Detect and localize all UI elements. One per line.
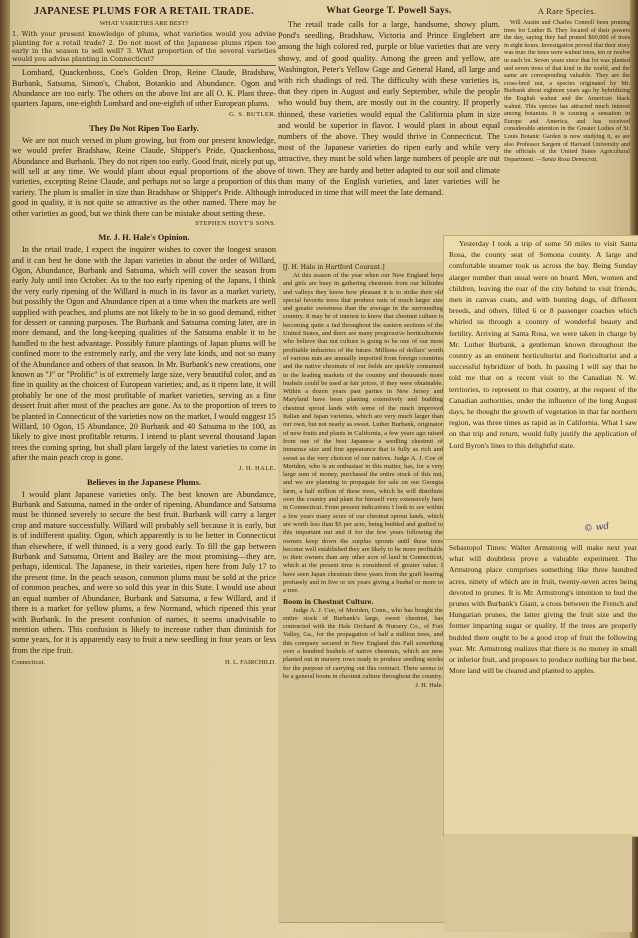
- article-title: What George T. Powell Says.: [326, 6, 452, 16]
- article-japanese-plums: [12, 4, 276, 932]
- clipping-body: At this season of the year when our New England boys and girls are busy in gathering chestnuts from our hillsides and valleys they know how pleasant it is to strike their old special favorite trees that produce nuts of much larger size and greater sweetness than the average in the surrounding country. It may be of interest to know that chestnut culture is becoming quite a fad throughout the eastern sections of the United States, and there are many progressive horticulturists who believe that nut culture is going to be one of our most profitable industries of the future. Millions of dollars' worth of various nuts are annually imported from foreign countries and the native chestnuts of our fields are quickly consumed in the leading markets of the country and thousands more bushels could be used at fair prices, if they were obtainable. Within a dozen years past parties in New Jersey and Maryland have been planting extensively and budding chestnut sprout lands with some of the much improved Italian and Japan varieties, which are very much larger than our own, but not nearly as sweet. Luther Burbank, originator of new fruits and plants in California, a few years ago raised from one of the best Japanese a seedling chestnut of immense size and fine appearance that is fully as rich and sweet as the very choicest of our natives. Judge A. J. Coe of Meriden, who is an enthusiast in this matter, has, for a very large sum of money, purchased the entire stock of this nut, and we are planning to propagate for sale on our Georgia farm, a half million of these trees, which he will distribute over the country and plant for himself very extensively here in Connecticut. From present indications I look to see within a few years many acres of our chestnut sprout lands, which are worth less than $5 per acre, being budded and grafted to this important nut and if for the few years following the owners keep down the surplus sprouts until these trees become well established they are likely to be more profitable to their owners than any other acre of land in Connecticut, which at the present time is considered of greater value. I have seen Japan chestnuts three years from the graft bearing profusely and in five or six years giving a bushel or more to a tree.: [283, 272, 443, 595]
- clipping-subhead: Boom in Chestnut Culture.: [283, 598, 374, 606]
- article-title: A Rare Species.: [537, 6, 597, 16]
- subhead-believes: Believes in the Japanese Plums.: [86, 476, 202, 487]
- article-body: [504, 19, 630, 163]
- divider: [12, 65, 276, 66]
- subhead-hale: Mr. J. H. Hale's Opinion.: [98, 232, 190, 243]
- binding-gutter: [0, 0, 10, 938]
- blank-paper: [444, 834, 632, 932]
- article-rare-species: [504, 4, 630, 240]
- clipping-header: [J. H. Hale in Hartford Courant.]: [283, 264, 385, 271]
- clipping-body: Yesterday I took a trip of some 50 miles to visit Santa Rosa, the county seat of Somona county. A large and comfortable steamer took us across the bay. Being Sunday alarger number than usual were on board. Men, women and children, leaving the roar of the city behind to visit friends, men in canvas coats, and with hunting dogs, of different breeds, and others, filled 6 or 8 passenger coaches which whirled us through a country of wonderful beauty and fertility. Arriving at Santa Rosa, we were taken in charge by Mr. Luther Burbank, a gentleman known throughout the country as an eminent horticulturist and floriculturist and a successful hybridizer of both. In passing I will say that he told me that on a recent visit to the Canadian N. W. territories, to represent to that country, at the request of the Canadian authorities, under the influence of the long August days, he thought the growth of vegetation in that far northern region, was three times as rapid as in California. What I saw on that trip and return, would fully justify the application of Lord Byron's lines to this delightful state.: [449, 239, 637, 450]
- signature-butler: G. S. BUTLER.: [229, 110, 276, 118]
- answer-fairchild: I would plant Japanese varieties only. The best known are Abundance, Burbank and Satsuma, named in the order of ripening. Abundance and Satsuma must be thinned severely to secure the best fruit. Burbank will carry a larger crop and mature successfully. Willard will probably sell because it is early, but is of indifferent quality. Ogon, which apparently is to be better in Connecticut than elsewhere, if well thinned, is a very good early. To fill the gap between Burbank and Satsuma, Orient and Bailey are the most promising—they are, perhaps, identical. The Japanese, in their varieties, ripen here from July 17 to the present time. In the peach season, common plums must be sold at the price of common peaches, and were so sold this year in this State. I would use about an equal number of Abundance, Burbank and Satsuma, a few Willard, and if there is a market for yellow plums, a few Normand, which ripened this year with Burbank. In the present confusion of names, it seems unadvisable to mention others. This confusion is likely to increase rather than diminish for some years, for it is apparently easy to fruit a new seedling in four years or less from the ripe fruit.: [12, 489, 276, 655]
- clipping-body: Sebastopol Times: Walter Armstrong will make next year what will doubtless prove a valuable experiment. The Armstrong place comprises something like three hundred acres, ninety of which are in fruit, twenty-seven acres being devoted to prunes. It is Mr. Armstrong's intention to bud the prunes with Burbank's Giant, a cross between the French and Hungarian prunes, the latter giving the fruit size and the former imparting sugar or quality. If the trees are properly budded there ought to be a good crop of fruit the following year. Mr. Armstrong realizes that there is no money in small or inferior fruit, and proposes to produce nothing but the best. More land will be cleared and planted to apples.: [449, 543, 637, 676]
- question-block: [12, 20, 276, 63]
- subhead-ripen: They Do Not Ripen Too Early.: [89, 122, 199, 133]
- answer-hale: In the retail trade, I expect the inquirer wishes to cover the longest season and it can best be done with the Japan varieties in about the order of Willard, Ogon, Abundance, Burbank and Satsuma, which will cover the season from early July until into October. As to the too early ripening of the Japans, I think the very early ripening of the Willard is much in its favor as a market variety, but possibly the Ogon and Abundance ripen at a time when the markets are well supplied with peaches, and plums are not likely to be in so good demand, either for dessert or canning purposes. The Burbank and Satsuma coming later, are in more demand, and the long-keeping qualities of the Satsuma enable it to be handled to the best advantage. Possibly future plantings of Japan plums will be confined more to the extremely early, and the very late kinds, and not so many of the Abundance and others of that season. In Mr. Burbank's new creations, one known as "J" or "Prolific" is of extremely large size, very beautiful color, and as fine in quality as the choicest of European varieties; and, as it ripens late, it will probably be one of the most profitable of market varieties, serving as a fine dessert fruit after most of the peaches are gone. As to the proportion of trees to be planted in Connecticut of the varieties now on the market, I would suggest 15 Willard, 10 Ogon, 15 Abundance, 20 Burbank and 40 Satsuma to the 100, as likely to give most profitable returns. I intend to plant several thousand Japan trees the coming spring, but shall plant largely of the latest varieties to come in after the main peach crop is gone.: [12, 245, 276, 463]
- article-title: JAPANESE PLUMS FOR A RETAIL TRADE.: [33, 6, 255, 17]
- clipping-chestnut: [278, 262, 448, 922]
- signature-fairchild: H. L. FAIRCHILD.: [225, 659, 276, 667]
- signature-hoyt: STEPHEN HOYT'S SONS.: [195, 220, 276, 228]
- answer-butler: Lombard, Quackenboss, Coe's Golden Drop, Reine Claude, Bradshaw, Burbank, Satsuma, Simon's, Chabot, Botankio and Abundance. Ogon and Abundance are too early. The others on the above list are all O. K. Plant three-quarters Japans, one-eighth Lombard and one-eighth of other European plums.: [12, 68, 276, 109]
- question-header: WHAT VARIETIES ARE BEST?: [99, 20, 189, 27]
- question-text: 1. With your present knowledge of plums, what varieties would you advise planting for a retail trade? 2. Do not most of the Japanese plums ripen too early in the season to sell well? 3. What proportion of the several varieties would you advise planting in Connecticut?: [12, 30, 276, 64]
- clipping-body-2: Judge A. J. Coe, of Meriden, Conn., who has bought the entire stock of Burbank's large, sweet chestnut, has contracted with the Hale Orchard & Nursery Co., of Fort Valley, Ga., for the propagation of half a million trees, and this company secured in New England this Fall something over a hundred bushels of native chestnuts, which are now planted out in nursery rows ready to produce seedling stocks for the purpose of carrying out this contract. There seems to be a general boom in chestnut culture throughout the country.: [283, 606, 443, 680]
- clipping-sebastopol: [444, 540, 638, 836]
- answer-hoyt: We are not much versed in plum growing, but from our present knowledge, we would prefer Bradshaw, Reine Claude, Shipper's Pride, Quackenboss, Abundance and Burbank. They do not ripen too early. Good fruit, nicely put up, will sell at any time. We would plant about equal proportions of the above varieties, excepting Reine Claude, and perhaps not so large a proportion of this variety. The plum is smaller in size than Bradshaw or Shipper's Pride. Although good in quality, it is not quite so attractive as the other named. There may be other varieties as good, but we think there can be mistake about setting these.: [12, 135, 276, 218]
- ink-annotation: © wd: [583, 521, 610, 535]
- clipping-santa-rosa: [444, 236, 638, 540]
- clipping-signature: J. H. Hale.: [415, 682, 443, 690]
- place-name: Connecticut.: [12, 659, 46, 667]
- article-powell: [278, 4, 500, 260]
- signature-row: [12, 659, 276, 666]
- signature-hale: J. H. HALE.: [238, 464, 276, 472]
- body-text: Will Austin and Charles Connoll been pruning trees for Luther B. They located of their powers the day, saying they had pruned $60,000 of trees in eight hours. Investigation proved that their story was true: the trees were walnut trees, ten or twelve in each lot. Seven years since that lot was planted and seven trees of that kind in the world, and the same are corresponding valuable. They are the cross-bred nut, a species originated by Mr. Burbank about eighteen years ago by hybridizing the English walnut and the American black walnut. This species has attracted much interest among botanists. It is causing a sensation in Europe and America, and has received considerable attention in the Greater Lodies of St. Louis Botanic Garden is now studying it, as are also Professor Sargent of Harvard University and the officials of the United States Agricultural Department.: [504, 19, 630, 163]
- source-credit: —Santa Rosa Democrat.: [536, 155, 598, 163]
- article-body: The retail trade calls for a large, handsome, showy plum. Pond's seedling, Bradshaw, Victoria and Prince Englebert are among the high colored red, purple or blue varieties that are very showy, and of good quality. Among the green and yellow, are Washington, Peter's Yellow Gage and General Hand, all large and with rich shadings of red. The difficulty with these varieties is, that they ripen in August and early September, while the people who would buy them, are mostly out in the country. If properly thinned, these varieties would equal the California plum in size and would be superior in flavor. I would plant in about equal numbers of the above. They would thrive in Connecticut. The most of the Japanese varieties do ripen early and while very attractive, they must be sold when large numbers of people are out of town. They are hardy and better adapted to our soil and climate than many of the English varieties, and later varieties will be introduced in time that will meet the late demand.: [278, 20, 500, 198]
